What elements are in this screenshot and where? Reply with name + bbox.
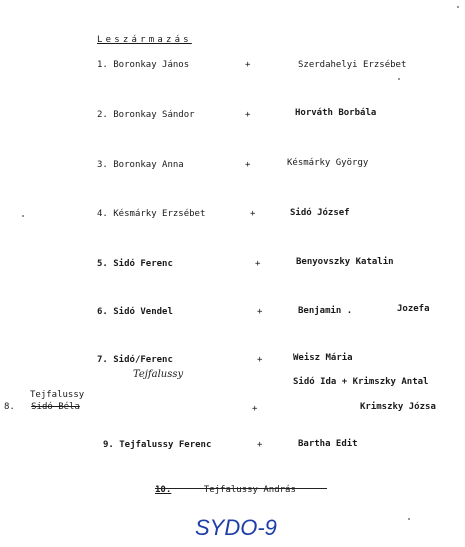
plus-sign: + — [257, 307, 263, 317]
row-number: 7. — [97, 355, 108, 365]
ancestor-name: Sidó Vendel — [113, 307, 173, 317]
spouse-name: Sidó József — [290, 208, 350, 218]
ancestor-name: Boronkay Anna — [113, 160, 184, 170]
row-7-left — [97, 355, 173, 365]
scan-speck — [22, 215, 24, 217]
inserted-surname: Tejfalussy — [30, 390, 85, 400]
row-3-left — [97, 160, 184, 170]
ancestor-name: Boronkay Sándor — [113, 110, 195, 120]
document-code: SYDO-9 — [195, 515, 277, 540]
spouse-name: Bartha Edit — [298, 439, 358, 449]
spouse-name: Szerdahelyi Erzsébet — [298, 60, 407, 70]
plus-sign: + — [245, 60, 251, 70]
spouse-name: Benjamin . — [298, 306, 353, 316]
spouse-name: Horváth Borbála — [295, 108, 377, 118]
plus-sign: + — [255, 259, 261, 269]
row-number: 9. — [103, 440, 114, 450]
ancestor-name: Sidó Béla — [31, 402, 80, 412]
ancestor-name: Sidó Ferenc — [113, 259, 173, 269]
plus-sign: + — [245, 160, 251, 170]
plus-sign: + — [257, 355, 263, 365]
ancestor-name: Tejfalussy Ferenc — [119, 440, 212, 450]
spouse-name: Krimszky Józsa — [360, 402, 436, 412]
row-10 — [155, 485, 296, 495]
row-6-left — [97, 307, 173, 317]
row-2-left — [97, 110, 195, 120]
spouse-name: Benyovszky Katalin — [296, 257, 394, 267]
plus-sign: + — [252, 404, 258, 414]
ancestor-name: Késmárky Erzsébet — [113, 209, 206, 219]
row-number: 5. — [97, 259, 108, 269]
row-1-left — [97, 60, 189, 70]
spouse-name-continued: Jozefa — [397, 304, 430, 314]
sibling-line: Sidó Ida + Krimszky Antal — [293, 377, 429, 387]
ancestor-name: Tejfalussy András — [203, 485, 296, 495]
spouse-name: Weisz Mária — [293, 353, 353, 363]
scan-speck — [457, 6, 459, 8]
row-number: 4. — [97, 209, 108, 219]
plus-sign: + — [257, 440, 263, 450]
row-number: 2. — [97, 110, 108, 120]
row-number: 8. — [4, 402, 15, 412]
handwritten-correction: Tejfalussy — [133, 369, 184, 380]
scan-speck — [408, 518, 410, 520]
row-8-left — [4, 402, 80, 412]
row-4-left — [97, 209, 205, 219]
underline-rule — [155, 488, 327, 489]
ancestor-name: Boronkay János — [113, 60, 190, 70]
row-5-left — [97, 259, 173, 269]
plus-sign: + — [245, 110, 251, 120]
row-number: 1. — [97, 60, 108, 70]
spouse-name: Késmárky György — [287, 158, 369, 168]
row-number: 6. — [97, 307, 108, 317]
row-number: 10. — [155, 485, 172, 495]
row-number: 3. — [97, 160, 108, 170]
document-title: Leszármazás — [97, 35, 192, 45]
ancestor-name: Sidó/Ferenc — [113, 355, 173, 365]
plus-sign: + — [250, 209, 256, 219]
scan-speck — [398, 78, 400, 80]
row-9-left — [103, 440, 211, 450]
